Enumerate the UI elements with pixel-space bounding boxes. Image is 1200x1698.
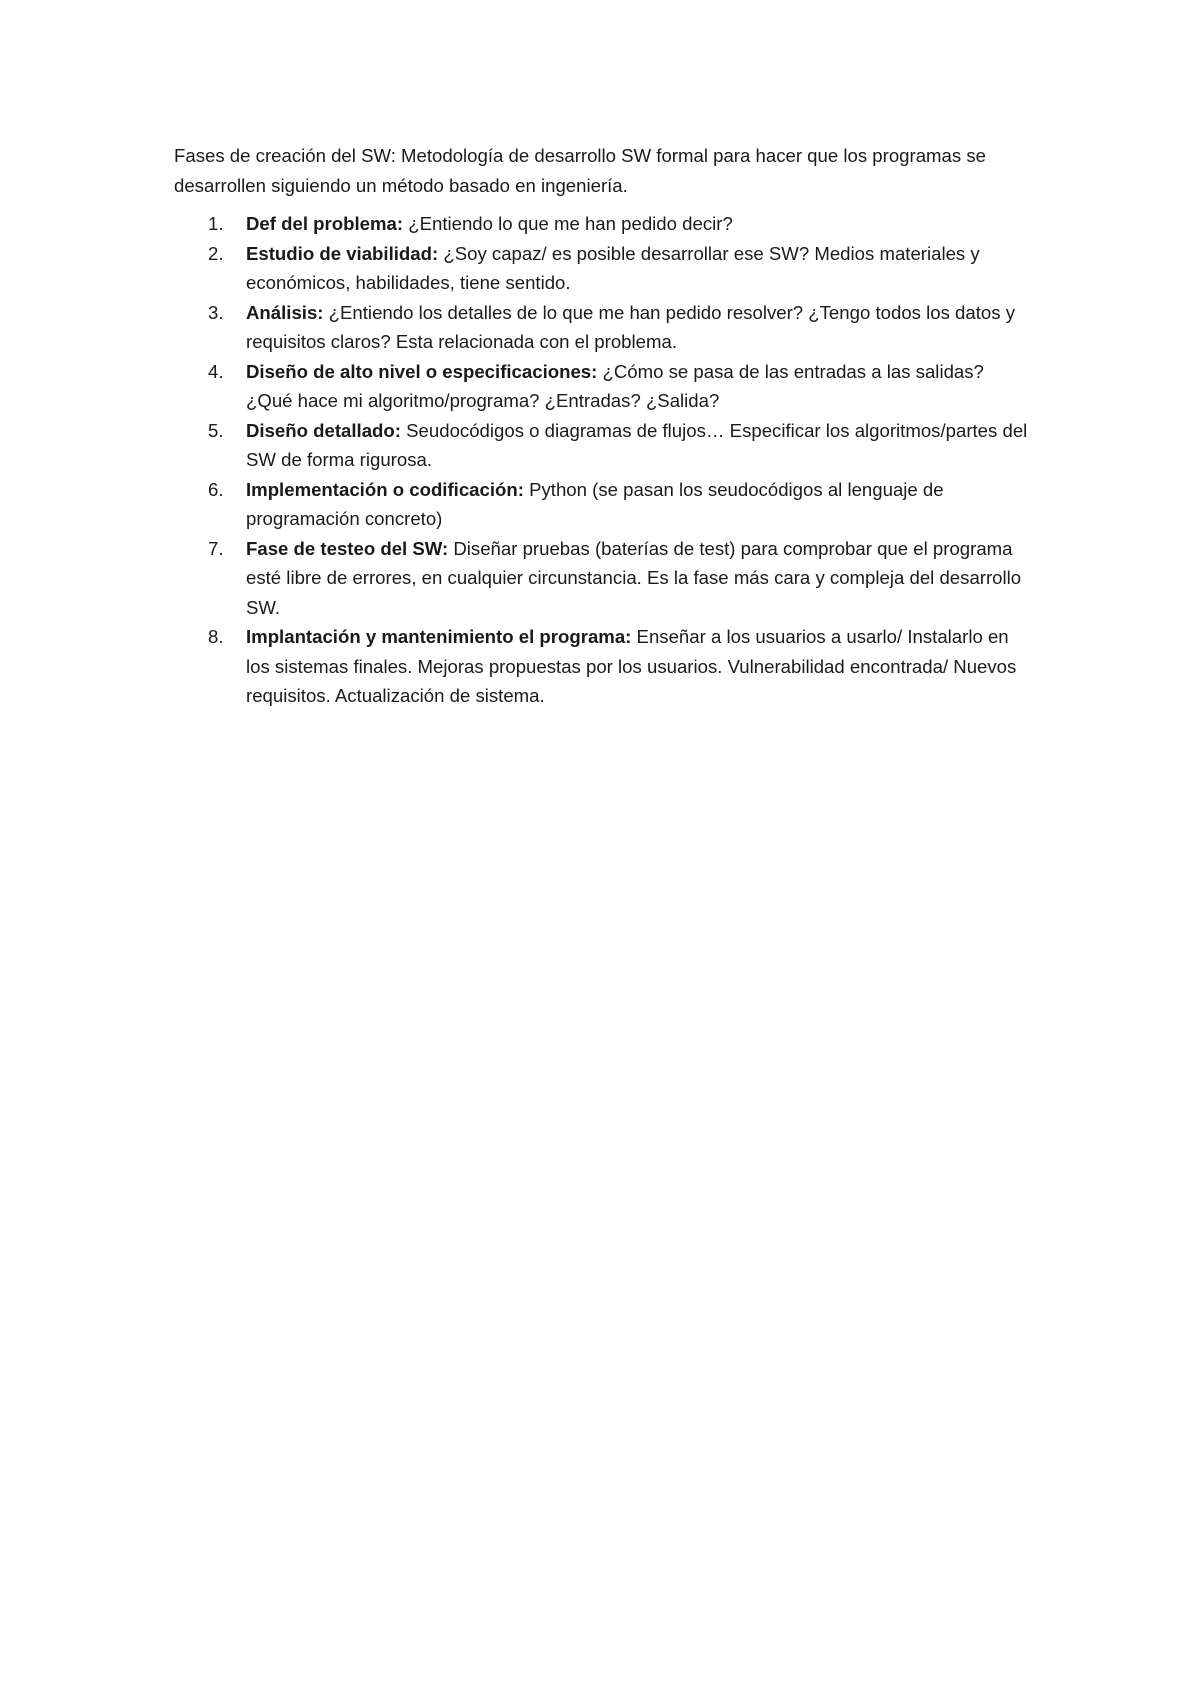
list-item-term: Diseño detallado: (246, 419, 401, 441)
phases-list (174, 209, 1034, 711)
list-item-number: 3. (208, 301, 224, 323)
list-item-number: 7. (208, 537, 224, 559)
list-item (174, 357, 1034, 416)
list-item-term: Estudio de viabilidad: (246, 242, 439, 264)
list-item-text: ¿Entiendo los detalles de lo que me han pedido resolver? ¿Tengo todos los datos y requisitos claros? Esta relacionada con el problema. (246, 301, 1015, 352)
list-item-number: 4. (208, 360, 224, 382)
list-item-text: Python (se pasan los seudocódigos al lenguaje de programación concreto) (246, 478, 944, 529)
list-item-text: Diseñar pruebas (baterías de test) para comprobar que el programa esté libre de errores, en cualquier circunstancia. Es la fase más cara y compleja del desarrollo SW. (246, 537, 1022, 618)
list-item-term: Implantación y mantenimiento el programa: (246, 626, 632, 647)
list-item-term: Def del problema: (246, 213, 404, 234)
list-item-number: 8. (208, 626, 224, 647)
list-item-text: ¿Soy capaz/ es posible desarrollar ese SW? Medios materiales y económicos, habilidades, tiene sentido. (246, 242, 980, 293)
list-item-number: 2. (208, 242, 224, 264)
list-item (174, 534, 1034, 623)
document-body (174, 141, 1034, 711)
list-item-text: Enseñar a los usuarios a usarlo/ Instalarlo en los sistemas finales. Mejoras propuestas por los usuarios. Vulnerabilidad encontrada/ Nuevos requisitos. Actualización de sistema. (246, 626, 1017, 706)
list-item-term: Implementación o codificación: (246, 478, 524, 500)
list-item (174, 416, 1034, 475)
list-item (174, 239, 1034, 298)
list-item (174, 622, 1034, 711)
list-item (174, 298, 1034, 357)
list-item-text: ¿Cómo se pasa de las entradas a las salidas? ¿Qué hace mi algoritmo/programa? ¿Entradas? ¿Salida? (246, 360, 984, 411)
list-item-text: Seudocódigos o diagramas de flujos… Especificar los algoritmos/partes del SW de forma rigurosa. (246, 419, 1028, 470)
intro-paragraph: Fases de creación del SW: Metodología de desarrollo SW formal para hacer que los programas se desarrollen siguiendo un método basado en ingeniería. (174, 145, 986, 196)
list-item (174, 209, 1034, 239)
list-item-term: Diseño de alto nivel o especificaciones: (246, 360, 598, 382)
list-item (174, 475, 1034, 534)
list-item-number: 5. (208, 419, 224, 441)
list-item-text: ¿Entiendo lo que me han pedido decir? (403, 213, 733, 234)
list-item-number: 1. (208, 213, 224, 234)
list-item-number: 6. (208, 478, 224, 500)
list-item-term: Fase de testeo del SW: (246, 537, 449, 559)
list-item-term: Análisis: (246, 301, 324, 323)
